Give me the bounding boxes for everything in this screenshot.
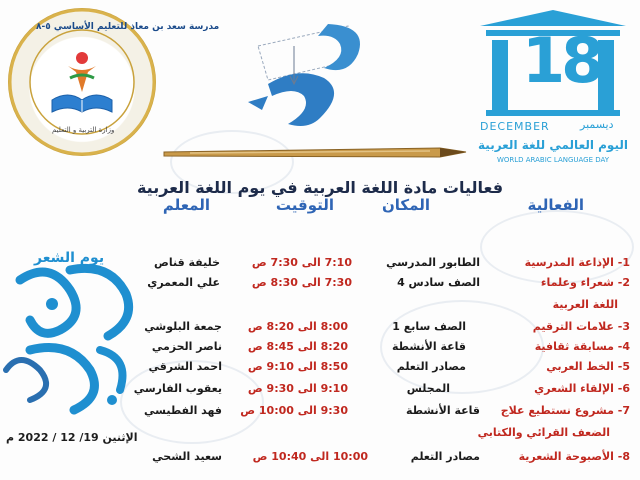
activity-cell: 6- الإلقاء الشعري <box>534 382 630 395</box>
month-en: DECEMBER <box>480 120 550 133</box>
background-swirl <box>480 210 634 284</box>
calligraphy-letter <box>228 6 388 136</box>
arabic-language-day-logo <box>470 6 636 188</box>
teacher-cell: ناصر الحزمي <box>151 340 222 353</box>
event-date: الإثنين 19/ 12 / 2022 م <box>6 431 138 444</box>
day-number: 18 <box>522 24 601 97</box>
time-cell: 7:10 الى 7:30 ص <box>251 256 352 269</box>
day-name-en: WORLD ARABIC LANGUAGE DAY <box>496 156 610 164</box>
activity-cell: 3- علامات الترقيم <box>532 320 630 333</box>
place-cell: الصف سادس 4 <box>397 276 480 289</box>
place-cell: الطابور المدرسي <box>386 256 480 269</box>
place-cell: قاعة الأنشطة <box>405 404 480 417</box>
place-cell: مصادر التعلم <box>396 360 466 373</box>
time-cell: 9:30 الى 10:00 ص <box>240 404 348 417</box>
header-place: المكان <box>382 196 430 214</box>
time-cell: 10:00 الى 10:40 ص <box>252 450 368 463</box>
activity-cell: 2- شعراء وعلماء <box>540 276 630 289</box>
teacher-cell: احمد الشرقي <box>148 360 222 373</box>
activity-cell: الضعف القرائي والكتابي <box>477 426 610 439</box>
month-ar: ديسمبر <box>580 118 614 131</box>
calligraphy-text: يوم الشعر <box>34 250 105 266</box>
logo-school-name: مدرسة سعد بن معاذ للتعليم الأساسي ٥-٨ <box>36 22 220 32</box>
page-title: فعاليات مادة اللغة العربية في يوم اللغة العربية <box>136 178 504 197</box>
place-cell: الصف سابع 1 <box>392 320 466 333</box>
header-teacher: المعلم <box>162 196 210 214</box>
time-cell: 8:00 الى 8:20 ص <box>247 320 348 333</box>
time-cell: 7:30 الى 8:30 ص <box>251 276 352 289</box>
time-cell: 8:20 الى 8:45 ص <box>247 340 348 353</box>
activity-cell: 1- الإذاعة المدرسية <box>524 256 630 269</box>
time-cell: 8:50 الى 9:10 ص <box>247 360 348 373</box>
teacher-cell: يعقوب الفارسي <box>133 382 222 395</box>
place-cell: مصادر التعلم <box>410 450 480 463</box>
activity-cell: 5- الخط العربي <box>546 360 630 373</box>
teacher-cell: علي المعمري <box>147 276 220 289</box>
activity-cell: 4- مسابقة ثقافية <box>534 340 630 353</box>
time-cell: 9:10 الى 9:30 ص <box>247 382 348 395</box>
teacher-cell: جمعة البلوشي <box>144 320 222 333</box>
header-activity: الفعالية <box>527 196 584 214</box>
activity-cell: 7- مشروع نستطيع علاج <box>500 404 630 417</box>
school-logo <box>8 8 220 156</box>
logo-ministry: وزارة التربية و التعليم <box>52 126 115 134</box>
activity-cell: 8- الأصبوحة الشعرية <box>518 450 630 463</box>
header-time: التوقيت <box>275 196 334 214</box>
teacher-cell: سعيد الشحي <box>152 450 222 463</box>
place-cell: قاعة الأنشطة <box>391 340 466 353</box>
reed-pen-icon <box>160 140 470 166</box>
teacher-cell: فهد الفطيسي <box>144 404 222 417</box>
teacher-cell: خليفة قناص <box>154 256 220 269</box>
place-cell: المجلس <box>406 382 450 395</box>
day-name-ar: اليوم العالمي للغة العربية <box>478 138 628 152</box>
calligraphy-decoration <box>0 250 150 430</box>
activity-cell: اللغة العربية <box>552 298 618 311</box>
